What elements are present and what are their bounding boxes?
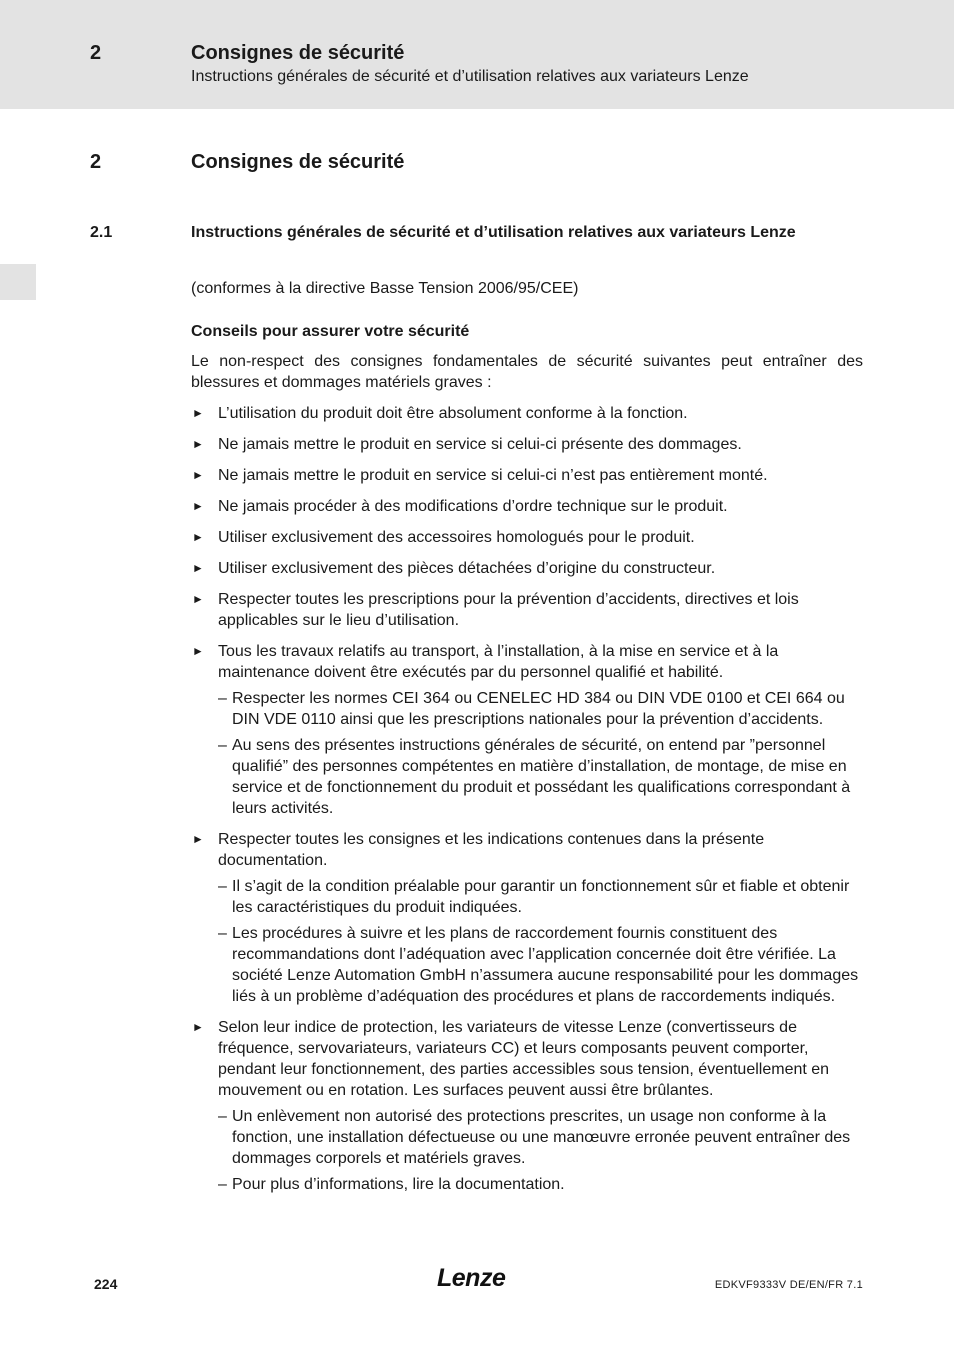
bullet-text: Ne jamais mettre le produit en service si celui-ci présente des dommages. [218,436,742,453]
triangle-bullet-icon: ► [192,437,204,451]
dash-marker: – [218,925,227,942]
triangle-bullet-icon: ► [192,468,204,482]
page-number: 224 [94,1276,118,1292]
subsection-number: 2.1 [90,224,113,241]
sub-list-item [218,1174,863,1195]
bullet-text: Utiliser exclusivement des pièces détachées d’origine du constructeur. [218,560,716,577]
dash-marker: – [218,690,227,707]
bullet-text: Selon leur indice de protection, les variateurs de vitesse Lenze (convertisseurs de fréquence, servovariateurs, variateurs CC) et leurs composants peuvent comporter, pendant leur fonctionnement, des parties accessibles sous tension, éventuellement en mouvement ou en rotation. Les surfaces peuvent aussi être brûlantes. [218,1019,830,1099]
section-title: Consignes de sécurité [191,151,405,173]
bullet-text: Ne jamais mettre le produit en service si celui-ci n’est pas entièrement monté. [218,467,768,484]
dash-marker: – [218,878,227,895]
list-item [191,527,863,548]
chapter-side-tab [0,264,36,300]
list-item [191,641,863,819]
triangle-bullet-icon: ► [192,561,204,575]
header-subtitle: Instructions générales de sécurité et d’utilisation relatives aux variateurs Lenze [191,68,749,85]
header-chapter-number: 2 [90,42,102,64]
sub-list [218,876,863,1007]
list-item [191,589,863,631]
list-item [191,1017,863,1195]
triangle-bullet-icon: ► [192,530,204,544]
sub-item-text: Au sens des présentes instructions générales de sécurité, on entend par ”personnel qualifié” des personnes compétentes en matière d’installation, de montage, de mise en service et de fonctionnement du produit et possédant les qualifications correspondant à leurs activités. [232,737,851,817]
sub-list-item [218,876,863,918]
document-code: EDKVF9333V DE/EN/FR 7.1 [714,1279,863,1291]
bullet-text: L’utilisation du produit doit être absolument conforme à la fonction. [218,405,688,422]
safety-subheading: Conseils pour assurer votre sécurité [191,323,470,340]
header-chapter-title: Consignes de sécurité [191,42,405,64]
triangle-bullet-icon: ► [192,832,204,846]
sub-list-item [218,735,863,819]
dash-marker: – [218,1176,227,1193]
bullet-text: Respecter toutes les prescriptions pour la prévention d’accidents, directives et lois applicables sur le lieu d’utilisation. [218,591,799,629]
list-item [191,829,863,1007]
list-item [191,403,863,424]
list-item [191,558,863,579]
safety-bullet-list [191,403,863,1195]
page-header [0,0,954,109]
triangle-bullet-icon: ► [192,1020,204,1034]
triangle-bullet-icon: ► [192,499,204,513]
sub-list [218,688,863,819]
triangle-bullet-icon: ► [192,644,204,658]
page-content [191,278,863,1205]
sub-list-item [218,1106,863,1169]
lenze-logo: Lenze [437,1264,506,1292]
sub-item-text: Respecter les normes CEI 364 ou CENELEC HD 384 ou DIN VDE 0100 et CEI 664 ou DIN VDE 0110 ainsi que les prescriptions nationales pour la prévention d’accidents. [232,690,845,728]
sub-list-item [218,688,863,730]
intro-paragraph: Le non-respect des consignes fondamentales de sécurité suivantes peut entraîner des blessures et dommages matériels graves : [191,353,863,391]
bullet-text: Tous les travaux relatifs au transport, à l’installation, à la mise en service et à la maintenance doivent être exécutés par du personnel qualifié et habilité. [218,643,779,681]
bullet-text: Utiliser exclusivement des accessoires homologués pour le produit. [218,529,695,546]
directive-note: (conformes à la directive Basse Tension 2006/95/CEE) [191,280,579,297]
list-item [191,465,863,486]
section-number: 2 [90,151,102,173]
sub-item-text: Il s’agit de la condition préalable pour garantir un fonctionnement sûr et fiable et obtenir les caractéristiques du produit indiquées. [232,878,850,916]
sub-list [218,1106,863,1195]
dash-marker: – [218,1108,227,1125]
bullet-text: Ne jamais procéder à des modifications d’ordre technique sur le produit. [218,498,728,515]
bullet-text: Respecter toutes les consignes et les indications contenues dans la présente documentation. [218,831,765,869]
triangle-bullet-icon: ► [192,406,204,420]
triangle-bullet-icon: ► [192,592,204,606]
sub-item-text: Un enlèvement non autorisé des protections prescrites, un usage non conforme à la fonction, une installation défectueuse ou une manœuvre erronée peuvent entraîner des dommages corporels et matériels graves. [232,1108,851,1167]
dash-marker: – [218,737,227,754]
subsection-title: Instructions générales de sécurité et d’utilisation relatives aux variateurs Lenze [191,224,796,241]
list-item [191,434,863,455]
sub-item-text: Pour plus d’informations, lire la documentation. [232,1176,565,1193]
sub-item-text: Les procédures à suivre et les plans de raccordement fournis constituent des recommandations dont l’adéquation avec l’application concernée doit être vérifiée. La société Lenze Automation GmbH n’assumera aucune responsabilité pour les dommages liés à un problème d’adéquation des procédures et plans de raccordements indiqués. [232,925,859,1005]
sub-list-item [218,923,863,1007]
list-item [191,496,863,517]
